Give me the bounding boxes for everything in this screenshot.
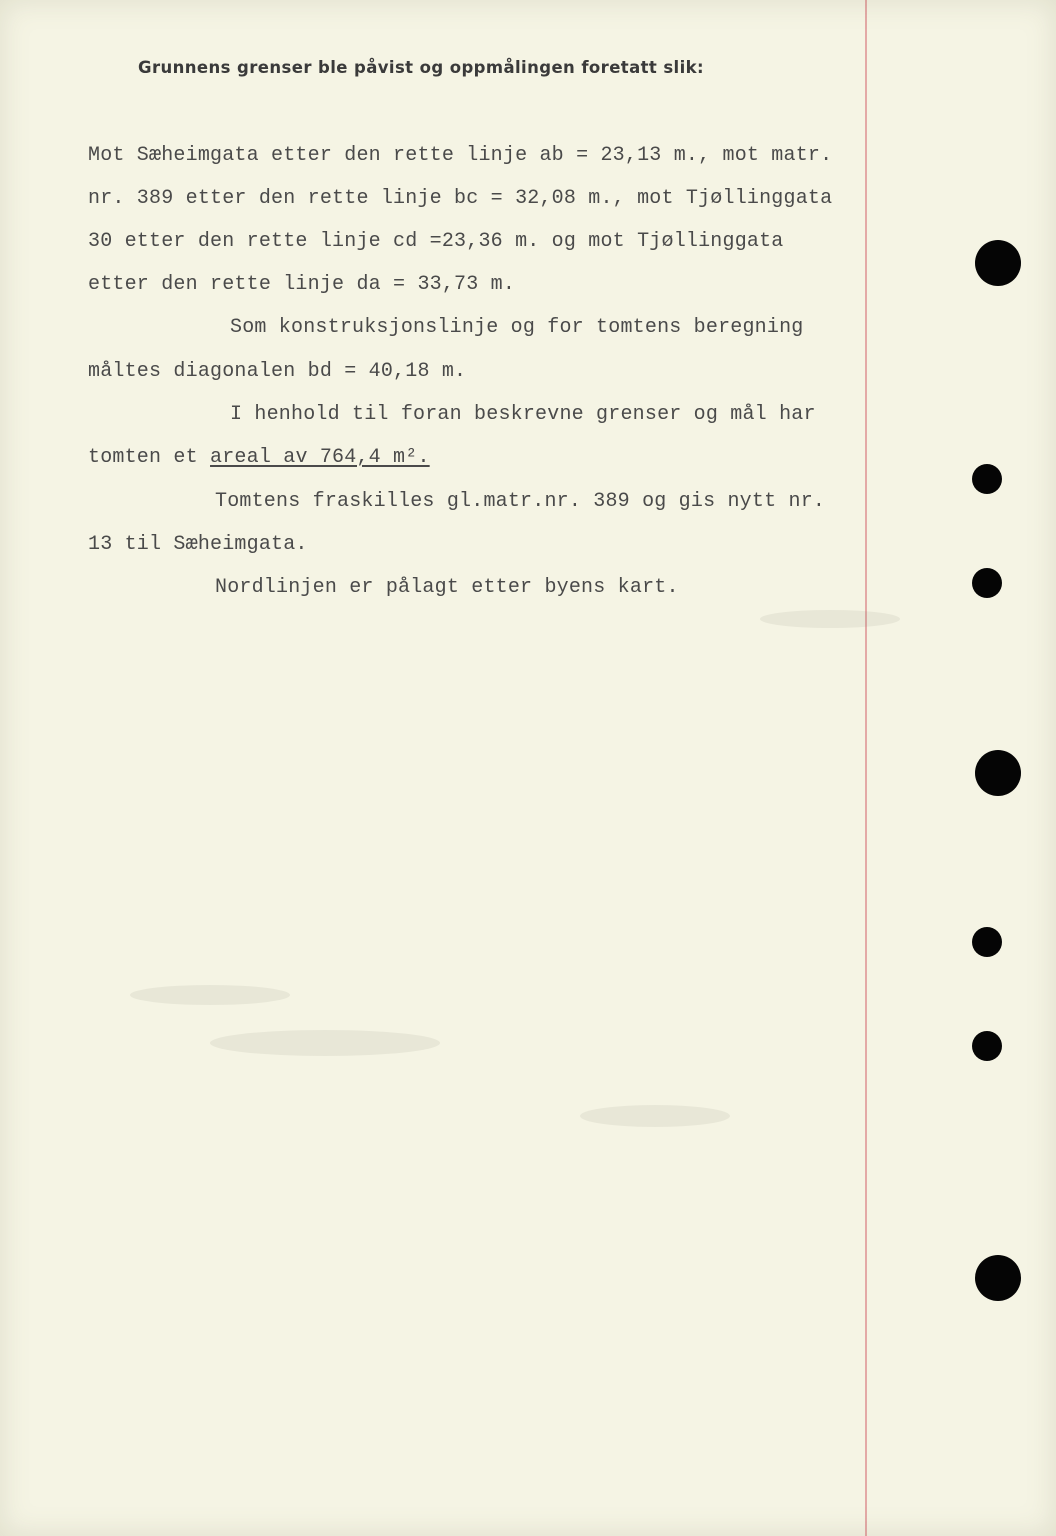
punch-hole-icon [972,568,1002,598]
show-through-smudge [580,1105,730,1127]
text-line: 30 etter den rette linje cd =23,36 m. og mot Tjøllinggata [88,230,784,253]
punch-hole-icon [972,927,1002,957]
text-line: måltes diagonalen bd = 40,18 m. [88,360,467,383]
punch-hole-icon [975,1255,1021,1301]
text-line [88,446,430,469]
margin-rule-line [865,0,867,1536]
text-fragment: tomten et [88,446,211,469]
show-through-smudge [210,1030,440,1056]
text-line: Tomtens fraskilles gl.matr.nr. 389 og gis nytt nr. [215,490,826,513]
text-line: 13 til Sæheimgata. [88,533,308,556]
text-line: Mot Sæheimgata etter den rette linje ab = 23,13 m., mot matr. [88,144,833,167]
area-value: areal av 764,4 m². [210,446,430,469]
text-line: I henhold til foran beskrevne grenser og mål har [230,403,816,426]
punch-hole-icon [972,1031,1002,1061]
show-through-smudge [130,985,290,1005]
punch-hole-icon [975,240,1021,286]
punch-hole-icon [975,750,1021,796]
text-line: nr. 389 etter den rette linje bc = 32,08 m., mot Tjøllinggata [88,187,833,210]
text-line: Nordlinjen er pålagt etter byens kart. [215,576,679,599]
text-line: etter den rette linje da = 33,73 m. [88,273,516,296]
punch-hole-icon [972,464,1002,494]
text-line: Som konstruksjonslinje og for tomtens beregning [230,316,804,339]
show-through-smudge [760,610,900,628]
document-heading: Grunnens grenser ble påvist og oppmålingen foretatt slik: [138,58,705,77]
